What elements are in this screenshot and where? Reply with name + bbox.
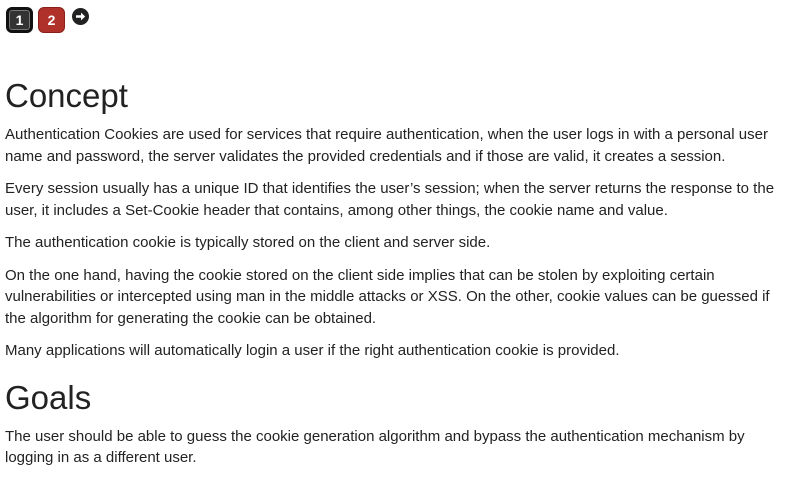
concept-paragraph-2: Every session usually has a unique ID that identifies the user’s session; when the server returns the response to the user, it includes a Set-Cookie header that contains, among other things, the cookie name and value. [5, 180, 775, 219]
next-page-button[interactable] [72, 8, 89, 25]
lesson-content [5, 76, 791, 480]
arrow-right-circle-icon [72, 8, 89, 25]
concept-heading: Concept [5, 77, 128, 114]
concept-paragraph-5: Many applications will automatically login a user if the right authentication cookie is provided. [5, 342, 620, 359]
concept-paragraph-3: The authentication cookie is typically stored on the client and server side. [5, 234, 491, 251]
page-1-button[interactable]: 1 [6, 7, 33, 33]
goals-heading: Goals [5, 378, 92, 416]
goals-paragraph-1: The user should be able to guess the cookie generation algorithm and bypass the authentication mechanism by logging in as a different user. [5, 427, 745, 466]
concept-paragraph-1: Authentication Cookies are used for services that require authentication, when the user logs in with a personal user name and password, the server validates the provided credentials and if those are valid, it creates a session. [5, 126, 768, 165]
concept-paragraph-4: On the one hand, having the cookie stored on the client side implies that can be stolen by exploiting certain vulnerabilities or intercepted using man in the middle attacks or XSS. On the other, cookie values can be guessed if the algorithm for generating the cookie can be obtained. [5, 266, 770, 327]
page-2-button[interactable]: 2 [38, 7, 65, 33]
lesson-pagination [6, 6, 89, 34]
